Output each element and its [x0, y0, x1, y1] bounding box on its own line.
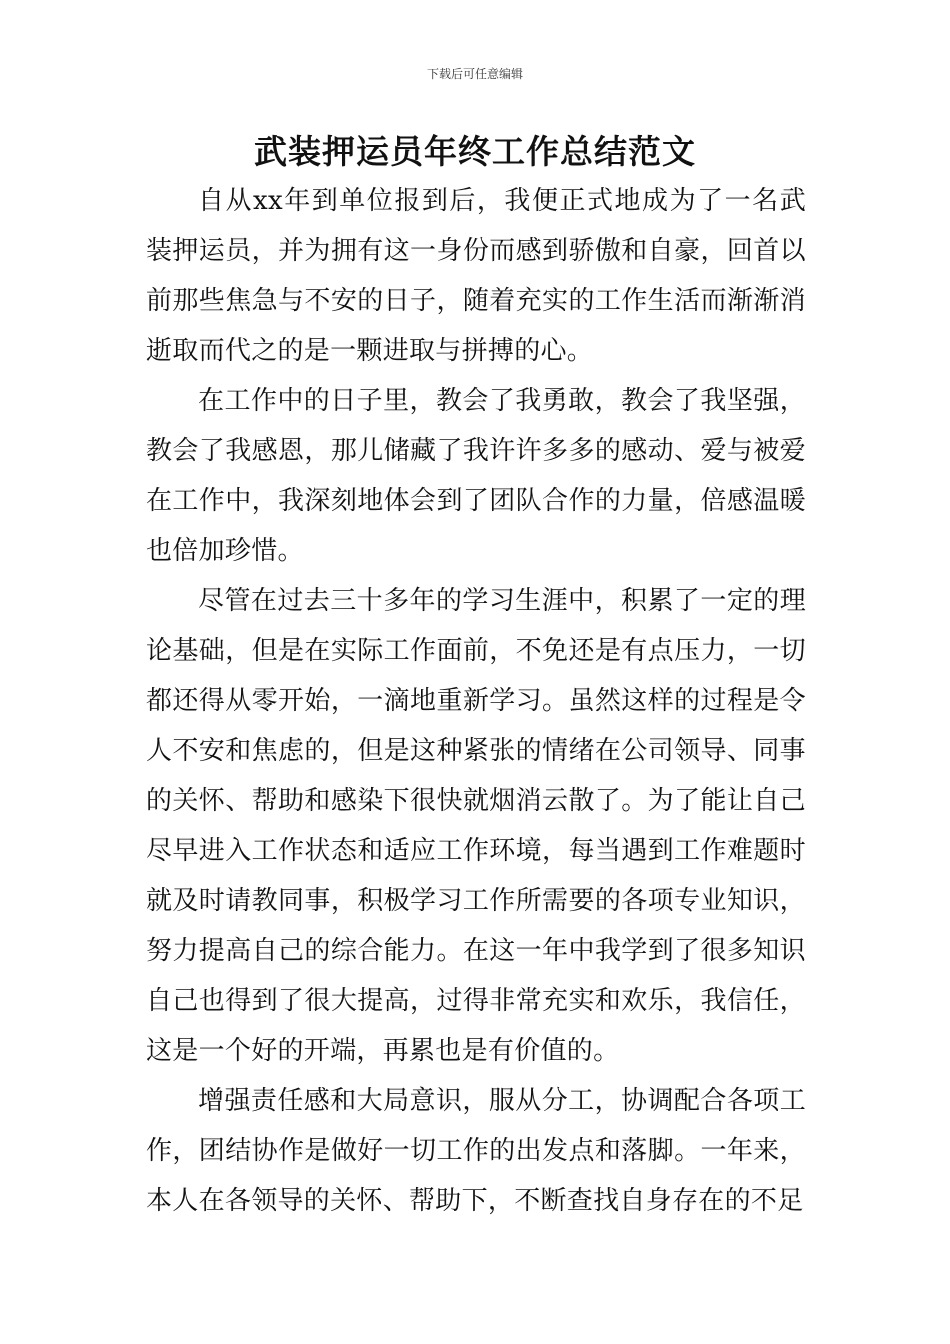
paragraph-1: 自从xx年到单位报到后，我便正式地成为了一名武装押运员，并为拥有这一身份而感到骄傲和自豪，回首以前那些焦急与不安的日子，随着充实的工作生活而渐渐消逝取而代之的是一颗进取与拼搏的心。: [146, 186, 806, 366]
header-note: 下载后可任意编辑: [426, 67, 523, 81]
document-body: [146, 176, 806, 1226]
paragraph-2: 在工作中的日子里，教会了我勇敢，教会了我坚强，教会了我感恩，那儿储藏了我许许多多的感动、爱与被爱在工作中，我深刻地体会到了团队合作的力量，倍感温暖也倍加珍惜。: [146, 386, 806, 566]
paragraph-4: 增强责任感和大局意识，服从分工，协调配合各项工作，团结协作是做好一切工作的出发点和落脚。一年来，本人在各领导的关怀、帮助下，不断查找自身存在的不足: [146, 1086, 806, 1216]
document-title: 武装押运员年终工作总结范文: [254, 132, 696, 171]
paragraph-3: 尽管在过去三十多年的学习生涯中，积累了一定的理论基础，但是在实际工作面前，不免还是有点压力，一切都还得从零开始，一滴地重新学习。虽然这样的过程是令人不安和焦虑的，但是这种紧张的情绪在公司领导、同事的关怀、帮助和感染下很快就烟消云散了。为了能让自己尽早进入工作状态和适应工作环境，每当遇到工作难题时就及时请教同事，积极学习工作所需要的各项专业知识，努力提高自己的综合能力。在这一年中我学到了很多知识自己也得到了很大提高，过得非常充实和欢乐，我信任，这是一个好的开端，再累也是有价值的。: [146, 586, 806, 1066]
